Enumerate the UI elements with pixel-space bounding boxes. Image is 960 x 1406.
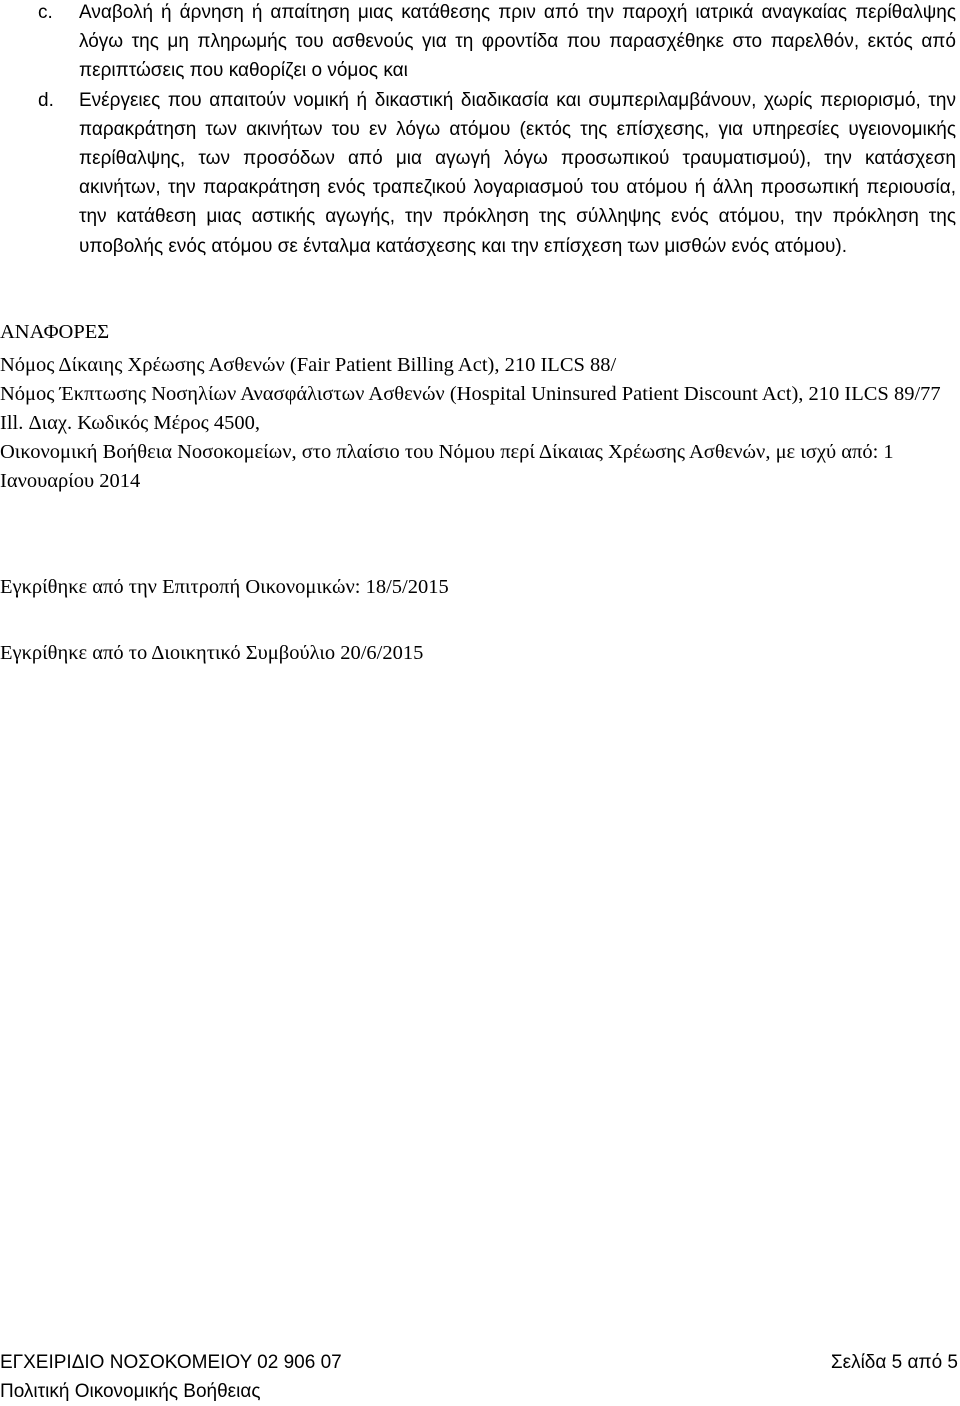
board-approval: Εγκρίθηκε από το Διοικητικό Συμβούλιο 20/6/2015 <box>0 642 424 664</box>
policy-list <box>0 0 956 261</box>
reference-line: Νόμος Έκπτωσης Νοσηλίων Ανασφάλιστων Ασθενών (Hospital Uninsured Patient Discount Act), 210 ILCS 89/77 Ill. Διαχ. Κωδικός Μέρος 4500, <box>0 383 941 434</box>
page-footer <box>0 1348 958 1406</box>
finance-committee-approval: Εγκρίθηκε από την Επιτροπή Οικονομικών: 18/5/2015 <box>0 576 449 598</box>
footer-row <box>0 1348 958 1377</box>
reference-line: Οικονομική Βοήθεια Νοσοκομείων, στο πλαίσιο του Νόμου περί Δίκαιας Χρέωσης Ασθενών, με ισχύ από: 1 Ιανουαρίου 2014 <box>0 441 894 492</box>
list-item-d <box>0 86 956 261</box>
list-marker: d. <box>38 89 54 111</box>
footer-policy-title: Πολιτική Οικονομικής Βοήθειας <box>0 1381 261 1403</box>
references-heading: ΑΝΑΦΟΡΕΣ <box>0 321 110 343</box>
list-item-text: Ενέργειες που απαιτούν νομική ή δικαστική διαδικασία και συμπεριλαμβάνουν, χωρίς περιορισμό, την παρακράτηση των ακινήτων του εν λόγω ατόμου (εκτός της επίσχεσης, για υπηρεσίες υγειονομικής περίθαλψης, των προσόδων από μια αγωγή λόγω προσωπικού τραυματισμού), την κατάσχεση ακινήτων, την παρακράτηση ενός τραπεζικού λογαριασμού του ατόμου ή άλλη προσωπική περιουσία, την κατάθεση μιας αστικής αγωγής, την πρόκληση της σύλληψης ενός ατόμου, την πρόκληση της υποβολής ενός ατόμου σε ένταλμα κατάσχεσης και την επίσχεση των μισθών ενός ατόμου). <box>79 89 956 257</box>
references-section <box>0 318 956 496</box>
reference-line: Νόμος Δίκαιης Χρέωσης Ασθενών (Fair Patient Billing Act), 210 ILCS 88/ <box>0 354 617 376</box>
footer-page-number: Σελίδα 5 από 5 <box>830 1352 958 1373</box>
list-item-c <box>0 0 956 86</box>
list-item-text: Αναβολή ή άρνηση ή απαίτηση μιας κατάθεσης πριν από την παροχή ιατρικά αναγκαίας περίθαλψης λόγω της μη πληρωμής του ασθενούς για τη φροντίδα που παρασχέθηκε στο παρελθόν, εκτός από περιπτώσεις που καθορίζει ο νόμος και <box>79 2 956 82</box>
list-marker: c. <box>38 2 53 23</box>
footer-manual-code: ΕΓΧΕΙΡΙΔΙΟ ΝΟΣΟΚΟΜΕΙΟΥ 02 906 07 <box>0 1352 342 1373</box>
